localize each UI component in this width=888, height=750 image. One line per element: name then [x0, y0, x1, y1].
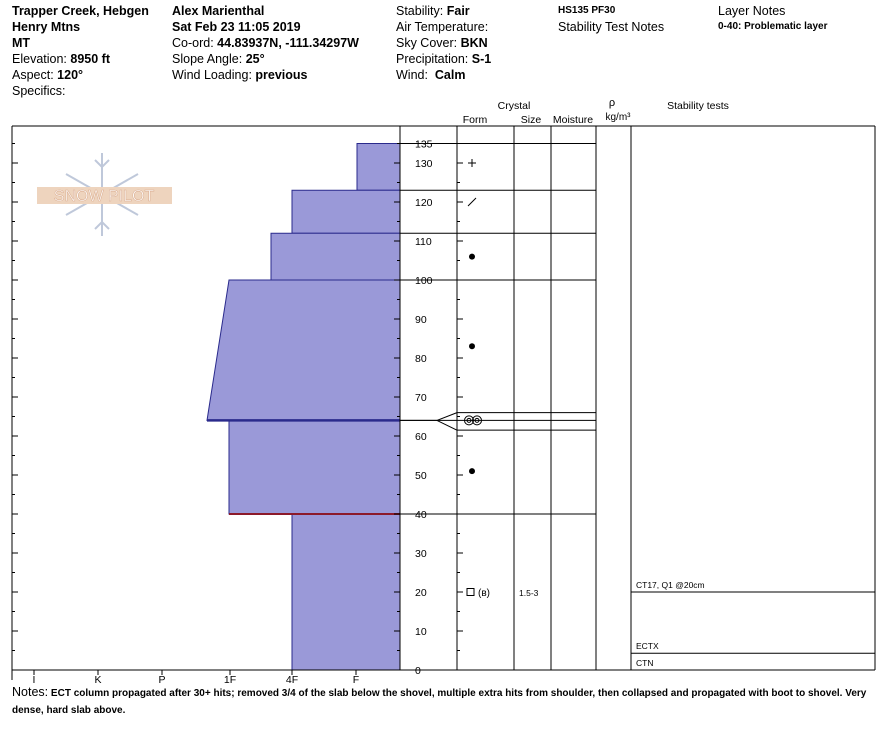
hardness-layer: [207, 280, 400, 420]
stability-test-label: CTN: [636, 658, 654, 668]
hardness-tick-label: F: [352, 674, 360, 686]
aspect-value: 120°: [57, 68, 84, 82]
stability-value: Fair: [446, 4, 470, 18]
hs-pf-value: HS135 PF30: [558, 5, 616, 16]
crystal-round-grain-icon: [469, 468, 475, 474]
layer-notes-title: Layer Notes: [718, 4, 786, 18]
snowpilot-logo: [37, 153, 172, 236]
crystal-round-grain-icon: [469, 254, 475, 260]
depth-tick-label: 70: [415, 392, 427, 404]
hardness-layer: [271, 233, 400, 280]
crystal-new-snow-icon: [468, 159, 476, 167]
hardness-layer: [292, 514, 400, 670]
notes-text: ECT column propagated after 30+ hits; removed 3/4 of the slab below the shovel, multiple extra hits from shoulder, then collapsed and propagated with boot to shovel. Very dense, hard slab above.: [12, 688, 867, 716]
depth-tick-label: 20: [415, 587, 427, 599]
stability-test-label: ECTX: [636, 641, 659, 652]
depth-tick-label: 30: [415, 548, 427, 560]
specifics-label: Specifics:: [12, 84, 66, 98]
observation-datetime: Sat Feb 23 11:05 2019: [172, 20, 301, 34]
depth-tick-label: 110: [415, 236, 432, 248]
crystal-melt-form-icon: [465, 416, 482, 425]
depth-tick-label: 50: [415, 470, 427, 482]
depth-tick-label: 10: [415, 626, 427, 638]
crystal-round-grain-icon: [469, 343, 475, 349]
weak-layer-marker: [437, 413, 457, 431]
depth-tick-label: 100: [415, 275, 433, 287]
form-header: Form: [462, 114, 488, 126]
crystal-header: Crystal: [497, 100, 531, 112]
profile-grid: [12, 126, 875, 680]
hardness-tick-label: I: [32, 674, 36, 686]
wind-loading-label: Wind Loading:: [172, 68, 252, 82]
density-symbol: ρ: [608, 97, 616, 109]
aspect-label: Aspect:: [12, 68, 54, 82]
hardness-tick-label: K: [94, 674, 102, 686]
sky-label: Sky Cover:: [396, 36, 458, 50]
density-unit: kg/m³: [605, 112, 631, 123]
notes-section: [12, 684, 882, 719]
depth-tick-label: 130: [415, 158, 433, 170]
state-name: MT: [12, 36, 31, 50]
hardness-layer: [357, 144, 400, 191]
observer-name: Alex Marienthal: [172, 4, 265, 18]
hardness-profile: [207, 144, 400, 671]
location-name: Trapper Creek, Hebgen: [12, 4, 149, 18]
depth-tick-label: 135: [415, 138, 433, 151]
elevation-value: 8950 ft: [70, 52, 110, 66]
depth-tick-label: 0: [415, 665, 421, 677]
wind-label: Wind:: [396, 68, 428, 82]
coord-value: 44.83937N, -111.34297W: [217, 36, 359, 50]
layer-note-item: 0-40: Problematic layer: [718, 21, 828, 32]
range-name: Henry Mtns: [12, 20, 81, 34]
hardness-tick-label: 4F: [285, 674, 299, 686]
hardness-tick-label: 1F: [223, 674, 237, 686]
sky-value: BKN: [460, 36, 488, 50]
crystal-secondary-form: (ʙ): [478, 588, 490, 599]
depth-tick-label: 90: [415, 314, 427, 326]
slope-value: 25°: [245, 52, 265, 66]
coord-label: Co-ord:: [172, 36, 214, 50]
precip-value: S-1: [471, 52, 492, 66]
hardness-layer: [292, 190, 400, 233]
depth-tick-label: 120: [415, 197, 433, 209]
precip-label: Precipitation:: [396, 52, 469, 66]
stability-tests-header: Stability tests: [667, 100, 729, 112]
size-header: Size: [520, 114, 542, 126]
depth-tick-label: 80: [415, 353, 427, 365]
depth-tick-label: 40: [415, 509, 427, 521]
slope-label: Slope Angle:: [172, 52, 243, 66]
wind-value: Calm: [434, 68, 466, 82]
air-temp-label: Air Temperature:: [396, 20, 489, 34]
moisture-header: Moisture: [552, 114, 594, 126]
logo-text: SNOW PILOT: [53, 188, 155, 205]
crystal-decomposing-icon: [468, 198, 476, 206]
stability-label: Stability:: [396, 4, 444, 18]
wind-loading-value: previous: [255, 68, 308, 82]
crystal-faceted-icon: [467, 588, 490, 599]
hardness-tick-label: P: [158, 674, 166, 686]
elevation-label: Elevation:: [12, 52, 67, 66]
notes-label: Notes:: [12, 685, 49, 699]
hardness-layer: [229, 420, 400, 514]
depth-tick-label: 60: [415, 431, 427, 443]
crystal-size-value: 1.5-3: [519, 588, 539, 598]
stability-test-notes-title: Stability Test Notes: [558, 20, 665, 34]
stability-test-label: CT17, Q1 @20cm: [636, 580, 705, 590]
